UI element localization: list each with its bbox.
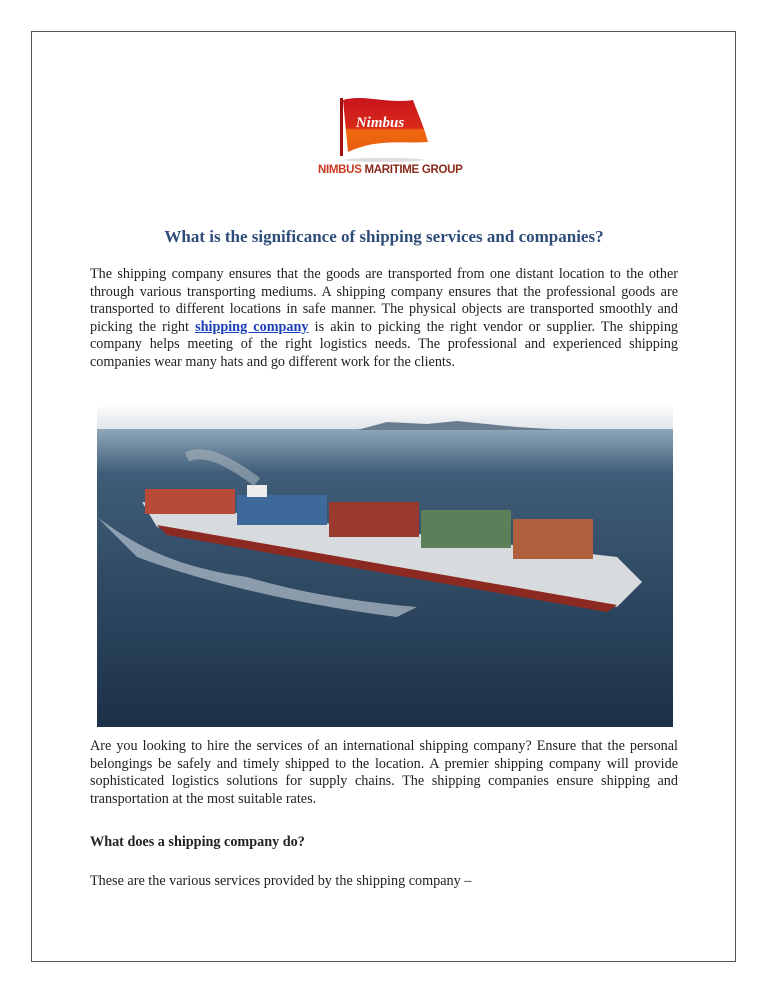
shipping-company-link[interactable]: shipping company: [195, 318, 309, 335]
logo-brand-name: NIMBUS MARITIME GROUP: [318, 164, 463, 176]
intro-paragraph: The shipping company ensures that the goods are transported from one distant location to the other through various transporting mediums. A shipping company ensures that the professional goods are transported to different locations in safe manner. The physical objects are transported smoothly and picking the right shipping company is akin to picking the right vendor or supplier. The shipping company helps meeting of the right logistics needs. The professional and experienced shipping companies wear many hats and go different work for the clients.: [90, 266, 679, 370]
page-title: What is the significance of shipping services and companies?: [164, 227, 604, 246]
section-heading: What does a shipping company do?: [90, 834, 305, 850]
services-intro-text: These are the various services provided by the shipping company –: [90, 873, 472, 889]
services-paragraph: Are you looking to hire the services of an international shipping company? Ensure that the personal belongings be safely and timely shipped to the location. A premier shipping company will provide sophisticated logistics solutions for supply chains. The shipping companies ensure shipping and transportation at the most suitable rates.: [90, 738, 678, 807]
container-ship-photo: [97, 407, 673, 727]
company-logo: [318, 94, 463, 182]
svg-text:Nimbus: Nimbus: [355, 115, 405, 131]
flag-icon: [318, 94, 450, 164]
